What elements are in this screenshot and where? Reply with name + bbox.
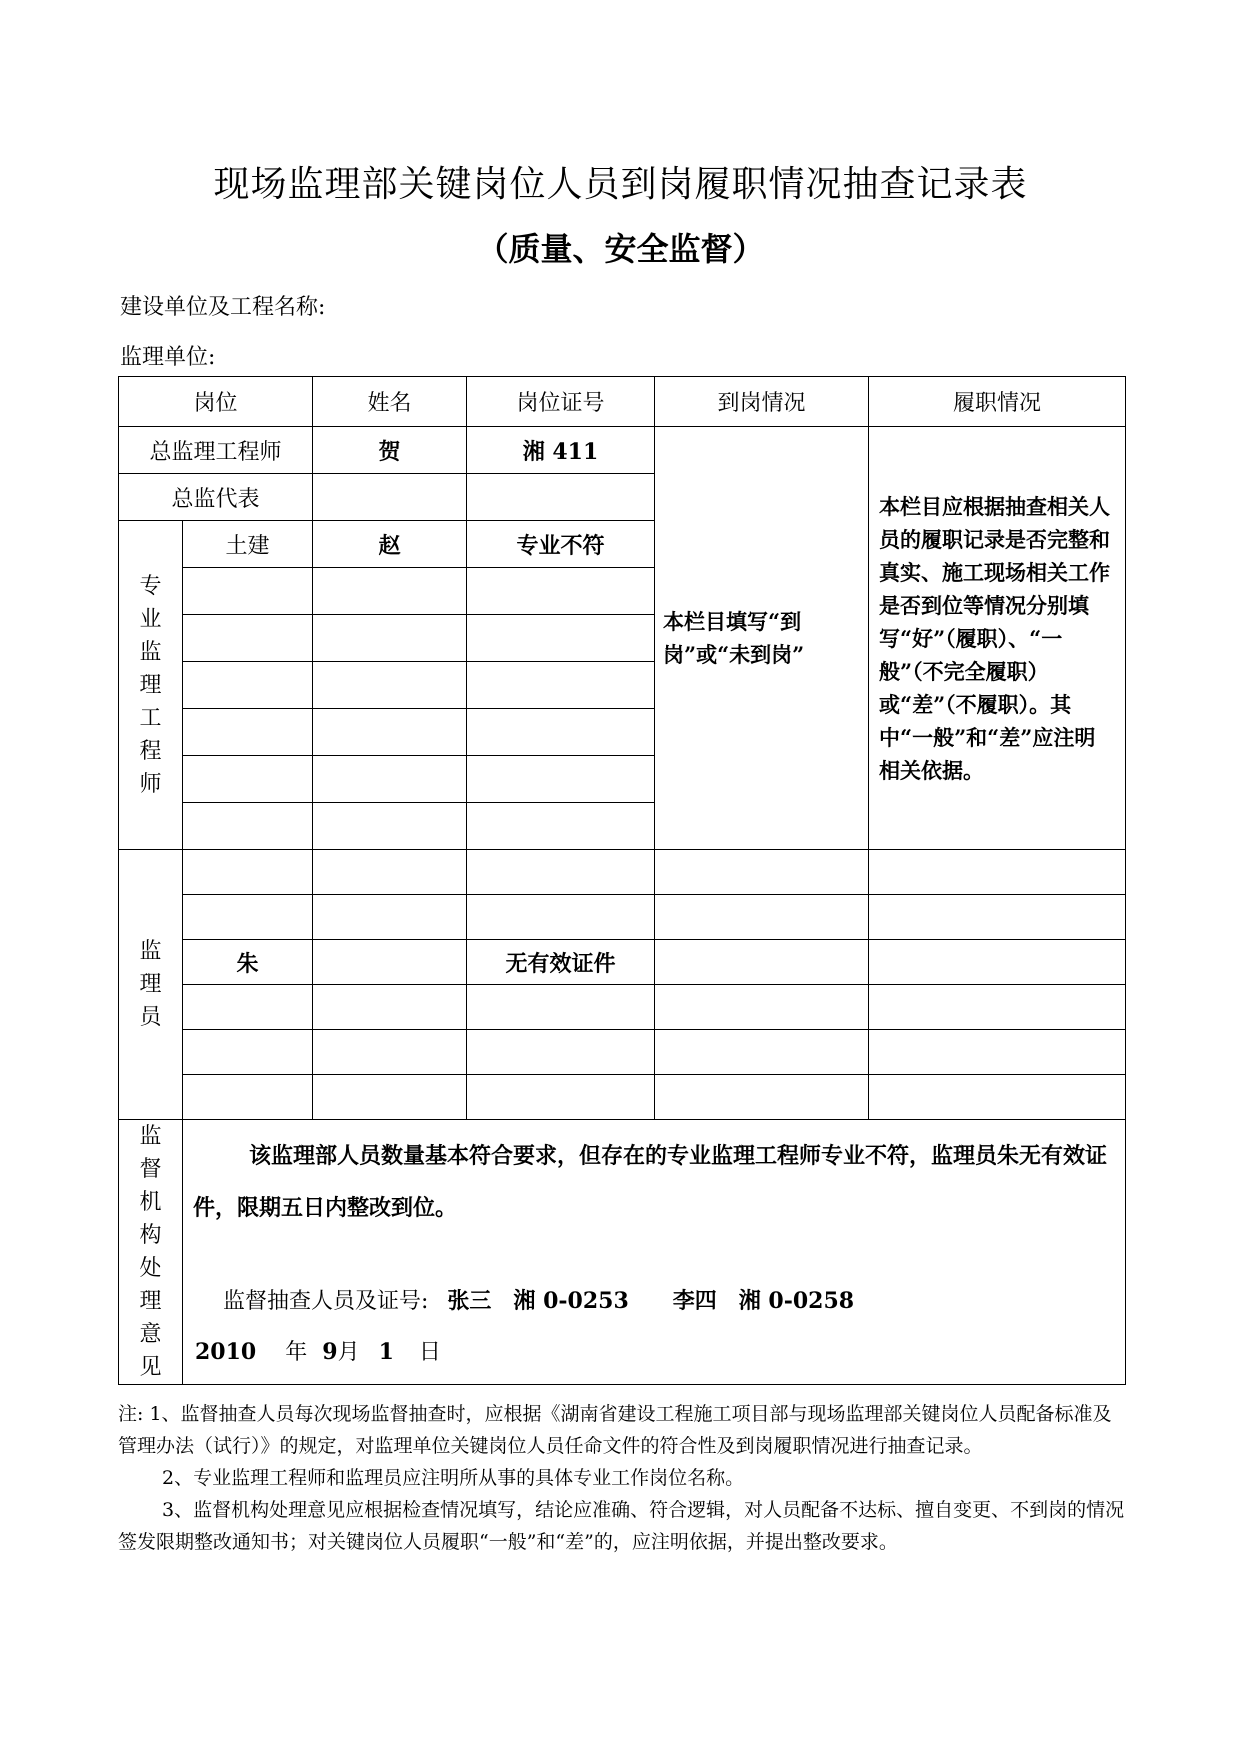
inspection-table bbox=[118, 376, 1126, 1385]
chief-rep-name bbox=[313, 474, 467, 521]
opinion-row bbox=[119, 1120, 1126, 1385]
inspector-line bbox=[223, 1284, 854, 1315]
project-name-label: 建设单位及工程名称: bbox=[120, 295, 326, 320]
inspector-label: 监督抽查人员及证号: bbox=[223, 1289, 429, 1314]
opinion-group-label: 监 督 机 构 处 理 意 见 bbox=[119, 1120, 183, 1385]
specialty-engineer-group-label: 专 业 监 理 工 程 师 bbox=[119, 521, 183, 850]
specialty-name: 赵 bbox=[313, 521, 467, 568]
header-name: 姓名 bbox=[313, 377, 467, 427]
table-row bbox=[119, 850, 1126, 895]
date-month-unit: 月 bbox=[337, 1340, 360, 1365]
date-month: 9 bbox=[322, 1339, 338, 1365]
inspector-group-label: 监 理 员 bbox=[119, 850, 183, 1120]
date-line bbox=[195, 1335, 441, 1366]
chief-engineer-name: 贺 bbox=[313, 427, 467, 474]
table-row bbox=[119, 1030, 1126, 1075]
specialty-position: 土建 bbox=[183, 521, 313, 568]
date-day: 1 bbox=[378, 1339, 394, 1365]
table-row bbox=[119, 895, 1126, 940]
date-day-unit: 日 bbox=[418, 1340, 441, 1365]
specialty-cert: 专业不符 bbox=[467, 521, 655, 568]
chief-engineer-cert: 湘 411 bbox=[467, 427, 655, 474]
chief-engineer-label: 总监理工程师 bbox=[119, 427, 313, 474]
table-row bbox=[119, 940, 1126, 985]
chief-rep-cert bbox=[467, 474, 655, 521]
attendance-note: 本栏目填写“到岗”或“未到岗” bbox=[655, 427, 869, 850]
header-row bbox=[119, 377, 1126, 427]
opinion-cell bbox=[183, 1120, 1126, 1385]
footnote-3: 3、监督机构处理意见应根据检查情况填写，结论应准确、符合逻辑，对人员配备不达标、擅自变更、不到岗的情况签发限期整改通知书；对关键岗位人员履职“一般”和“差”的，应注明依据，并提出整改要求。 bbox=[118, 1499, 1125, 1553]
date-year-unit: 年 bbox=[285, 1340, 308, 1365]
header-attendance: 到岗情况 bbox=[655, 377, 869, 427]
supervisor-unit-label: 监理单位: bbox=[120, 345, 216, 370]
inspector-position: 朱 bbox=[183, 940, 313, 985]
footnote-1: 注: 1、监督抽查人员每次现场监督抽查时，应根据《湖南省建设工程施工项目部与现场监理部关键岗位人员配备标准及管理办法（试行）》的规定，对监理单位关键岗位人员任命文件的符合性及到岗履职情况进行抽查记录。 bbox=[118, 1403, 1112, 1457]
page-subtitle: （质量、安全监督） bbox=[476, 230, 765, 268]
chief-rep-label: 总监代表 bbox=[119, 474, 313, 521]
date-year: 2010 bbox=[195, 1339, 257, 1365]
table-row bbox=[119, 1075, 1126, 1120]
table-row bbox=[119, 985, 1126, 1030]
inspector-name bbox=[313, 940, 467, 985]
footnote-2: 2、专业监理工程师和监理员应注明所从事的具体专业工作岗位名称。 bbox=[162, 1467, 745, 1489]
header-performance: 履职情况 bbox=[869, 377, 1126, 427]
page-title: 现场监理部关键岗位人员到岗履职情况抽查记录表 bbox=[213, 164, 1028, 205]
footnotes bbox=[118, 1398, 1128, 1558]
header-position: 岗位 bbox=[119, 377, 313, 427]
inspector-names: 张三 湘 0-0253 李四 湘 0-0258 bbox=[447, 1288, 855, 1314]
inspector-cert: 无有效证件 bbox=[467, 940, 655, 985]
header-cert: 岗位证号 bbox=[467, 377, 655, 427]
performance-note: 本栏目应根据抽查相关人员的履职记录是否完整和真实、施工现场相关工作是否到位等情况分别填写“好”（履职）、“一般”（不完全履职）或“差”（不履职）。其中“一般”和“差”应注明相关依据。 bbox=[869, 427, 1126, 850]
opinion-text: 该监理部人员数量基本符合要求，但存在的专业监理工程师专业不符，监理员朱无有效证件，限期五日内整改到位。 bbox=[193, 1143, 1108, 1221]
table-row bbox=[119, 427, 1126, 474]
